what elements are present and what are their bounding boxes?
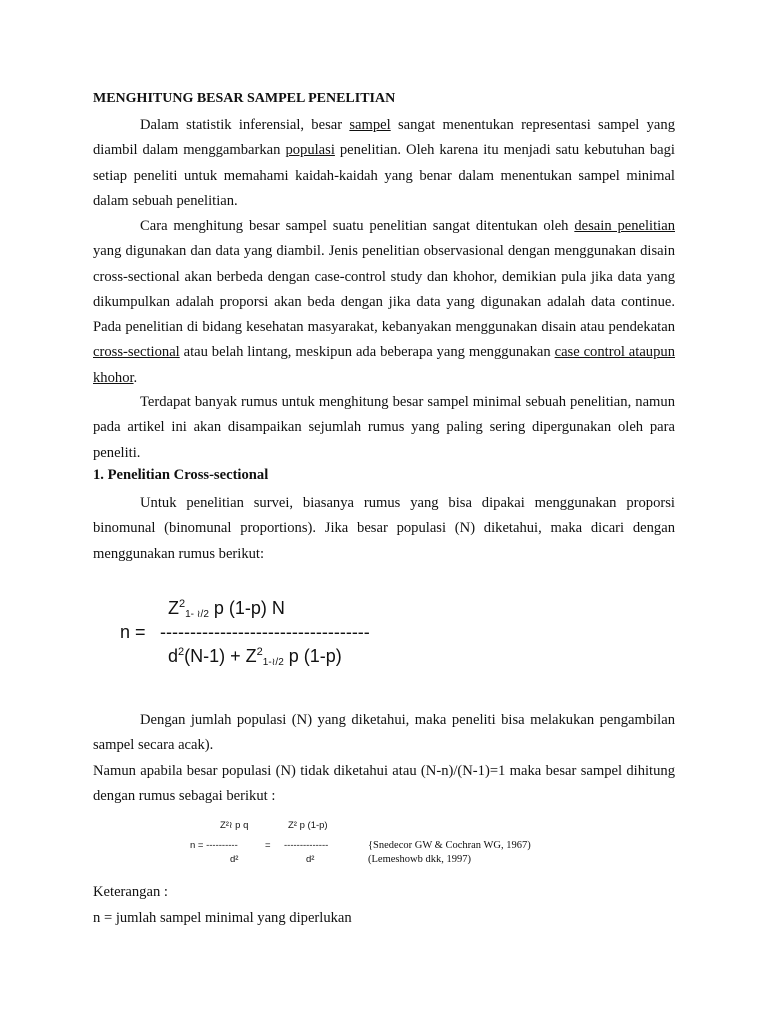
formula-unknown-population: Z²≀ p q Z² p (1-p) n = ---------- = -------------- d² d² {Snedecor GW & Cochran WG, 1967) (Lemeshowb dkk, 1997): [190, 820, 531, 865]
paragraph-cara: Cara menghitung besar sampel suatu penelitian sangat ditentukan oleh desain penelitian yang digunakan dan data yang diambil. Jenis penelitian observasional dengan menggunakan disain cross-sectional akan berbeda dengan case-control study dan khohor, demikian pula jika data yang dikumpulkan adalah proporsi akan beda dengan jika data yang digunakan adalah data continue. Pada penelitian di bidang kesehatan masyarakat, kebanyakan menggunakan disain atau pendekatan cross-sectional atau belah lintang, meskipun ada beberapa yang menggunakan case control ataupun khohor.: [93, 218, 675, 386]
formula-denominator: $d^2(N-1) + Z^2_{1-≀/2}$ p (1-p): [168, 646, 342, 668]
keterangan-label: Keterangan :: [93, 884, 168, 900]
document-title: MENGHITUNG BESAR SAMPEL PENELITIAN: [93, 91, 396, 106]
link-cross-sectional[interactable]: cross-sectional: [93, 344, 180, 361]
formula-numerator: $Z^2_{1- ≀/2}$ p (1-p) N: [168, 598, 285, 620]
definition-n: n = jumlah sampel minimal yang diperlukan: [93, 910, 352, 926]
fraction-bar: -----------------------------------: [160, 622, 370, 642]
paragraph-unknown-population: Namun apabila besar populasi (N) tidak diketahui atau (N-n)/(N-1)=1 maka besar sampel dihitung dengan rumus sebagai berikut :: [93, 763, 675, 805]
paragraph-survei: Untuk penelitian survei, biasanya rumus yang bisa dipakai menggunakan proporsi binomunal (binomunal proportions). Jika besar populasi (N) diketahui, maka dicari dengan menggunakan rumus berikut:: [93, 495, 675, 562]
citation-snedecor: {Snedecor GW & Cochran WG, 1967): [368, 840, 531, 851]
section-heading-cross-sectional: 1. Penelitian Cross-sectional: [93, 467, 269, 483]
paragraph-intro: Dalam statistik inferensial, besar sampel sangat menentukan representasi sampel yang diambil dalam menggambarkan populasi penelitian. Oleh karena itu menjadi satu kebutuhan bagi setiap peneliti untuk memahami kaidah-kaidah yang benar dalam menentukan sampel minimal dalam sebuah penelitian.: [93, 117, 675, 209]
paragraph-acak: Dengan jumlah populasi (N) yang diketahui, maka peneliti bisa melakukan pengambilan sampel secara acak).: [93, 712, 675, 754]
link-populasi[interactable]: populasi: [285, 142, 335, 159]
link-desain-penelitian[interactable]: desain penelitian: [574, 218, 675, 234]
link-case-control[interactable]: case control ataupun khohor: [93, 344, 675, 386]
citation-lemeshow: (Lemeshowb dkk, 1997): [368, 854, 471, 865]
link-sampel[interactable]: sampel: [349, 117, 391, 133]
paragraph-rumus: Terdapat banyak rumus untuk menghitung besar sampel minimal sebuah penelitian, namun pada artikel ini akan disampaikan sejumlah rumus yang paling sering dipergunakan oleh para peneliti.: [93, 394, 675, 461]
formula-known-population: n = $Z^2_{1- ≀/2}$ p (1-p) N ----------------------------------- $d^2(N-1) + Z^2_{1-≀/2}$ p (1-p): [120, 598, 370, 668]
